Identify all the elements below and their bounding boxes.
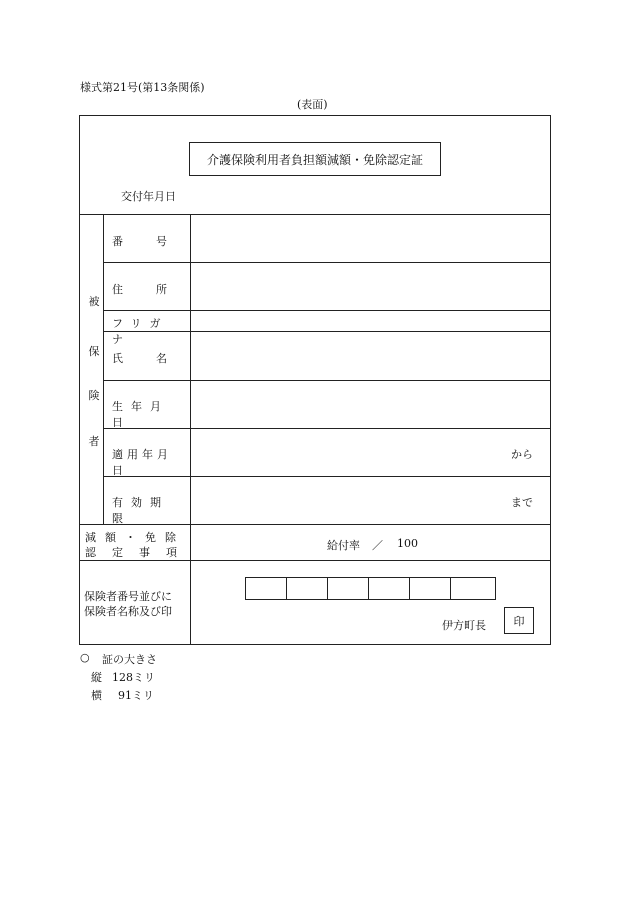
start-date-label: 適用年月日 bbox=[112, 448, 172, 477]
insurer-number-box bbox=[286, 577, 328, 600]
insurer-number-box bbox=[327, 577, 369, 600]
insurer-number-box bbox=[245, 577, 287, 600]
name-label: 氏 名 bbox=[112, 352, 167, 365]
birth-date-label: 生年月日 bbox=[112, 400, 169, 429]
benefit-rate-denominator: 100 bbox=[397, 537, 418, 550]
issue-date-label: 交付年月日 bbox=[121, 190, 176, 203]
insurer-number-box bbox=[368, 577, 410, 600]
divider bbox=[103, 262, 551, 263]
benefit-rate-label: 給付率 bbox=[327, 539, 360, 552]
width-value: 91ミリ bbox=[118, 689, 154, 702]
divider bbox=[103, 380, 551, 381]
width-label: 横 bbox=[91, 689, 102, 702]
insurer-label-line1: 保険者番号並びに bbox=[84, 590, 172, 603]
height-label: 縦 bbox=[91, 671, 102, 684]
expiry-label: 有効期限 bbox=[112, 496, 169, 525]
insurer-label-line2: 保険者名称及び印 bbox=[84, 605, 172, 618]
divider bbox=[79, 214, 551, 215]
certificate-title: 介護保険利用者負担額減額・免除認定証 bbox=[189, 142, 441, 176]
insurer-number-box bbox=[409, 577, 451, 600]
address-label: 住 所 bbox=[112, 283, 167, 296]
expiry-suffix: まで bbox=[511, 496, 533, 509]
number-label: 番 号 bbox=[112, 235, 167, 248]
insured-label-char: 険 bbox=[88, 389, 100, 402]
size-note-heading: 証の大きさ bbox=[102, 653, 157, 666]
benefit-rate-separator: ／ bbox=[372, 539, 383, 552]
size-note-marker: ○ bbox=[80, 651, 90, 664]
face-label: (表面) bbox=[297, 98, 328, 111]
insured-label-char: 被 bbox=[88, 295, 100, 308]
height-value: 128ミリ bbox=[112, 671, 155, 684]
insured-label-char: 者 bbox=[88, 435, 100, 448]
divider bbox=[103, 310, 551, 311]
insured-label-char: 保 bbox=[88, 345, 100, 358]
reduction-label-line2: 認定事項 bbox=[85, 546, 193, 559]
divider bbox=[190, 214, 191, 645]
divider bbox=[79, 560, 551, 561]
seal-box: 印 bbox=[504, 607, 534, 634]
reduction-label-line1: 減額・免除 bbox=[85, 531, 185, 544]
form-number: 様式第21号(第13条関係) bbox=[80, 81, 205, 94]
furigana-label: フリガナ bbox=[112, 317, 169, 346]
divider bbox=[103, 214, 104, 524]
insurer-number-box bbox=[450, 577, 496, 600]
insurer-name: 伊方町長 bbox=[442, 619, 486, 632]
start-date-suffix: から bbox=[511, 448, 533, 461]
